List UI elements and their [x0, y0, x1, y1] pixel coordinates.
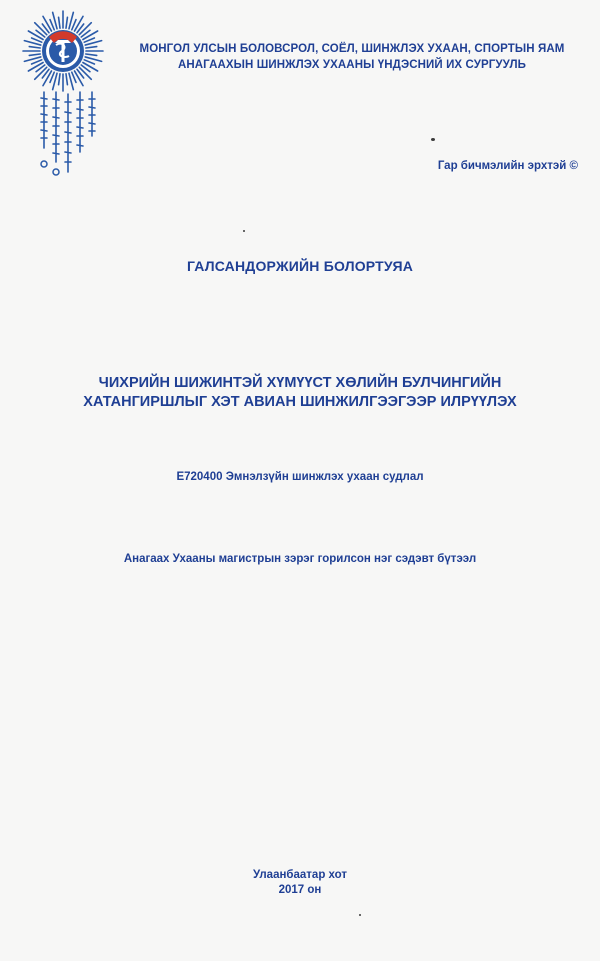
emblem-ray [86, 47, 97, 48]
ministry-line-1: МОНГОЛ УЛСЫН БОЛОВСРОЛ, СОЁЛ, ШИНЖЛЭХ УХААН, СПОРТЫН ЯАМ [139, 43, 565, 55]
author-name: ГАЛСАНДОРЖИЙН БОЛОРТУЯА [186, 258, 414, 274]
emblem-ray [66, 17, 67, 28]
city-name: Улаанбаатар хот [252, 869, 348, 881]
ministry-heading [112, 41, 592, 73]
emblem-ray [28, 63, 43, 72]
emblem-ray [43, 71, 52, 86]
university-name: АНАГААХЫН ШИНЖЛЭХ УХААНЫ ҮНДЭСНИЙ ИХ СУРГУУЛЬ [177, 59, 527, 71]
university-emblem-icon [22, 10, 104, 92]
year: 2017 он [278, 884, 322, 896]
mongolian-script-logo-icon [30, 90, 110, 180]
scan-speck [243, 230, 245, 232]
emblem-ray [83, 31, 98, 40]
emblem-ray [28, 31, 43, 40]
emblem-ray [59, 74, 60, 85]
emblem-ray [43, 16, 52, 31]
copyright-note: Гар бичмэлийн эрхтэй © [437, 160, 578, 172]
thesis-title [0, 374, 600, 412]
emblem-ray [66, 74, 67, 85]
emblem-ray [29, 54, 40, 55]
scan-speck [359, 914, 361, 916]
emblem-ray [75, 16, 84, 31]
emblem-ray [86, 54, 97, 55]
degree-statement: Анагаах Ухааны магистрын зэрэг горилсон нэг сэдэвт бүтээл [123, 553, 477, 565]
emblem-ray [83, 63, 98, 72]
specialty-code: Е720400 Эмнэлзүйн шинжлэх ухаан судлал [176, 471, 424, 483]
thesis-title-line-1: ЧИХРИЙН ШИЖИНТЭЙ ХҮМҮҮСТ ХӨЛИЙН БУЛЧИНГИЙН [98, 375, 502, 391]
emblem-ray [75, 71, 84, 86]
scan-speck [431, 138, 435, 141]
emblem-ray [59, 17, 60, 28]
thesis-title-line-2: ХАТАНГИРШЛЫГ ХЭТ АВИАН ШИНЖИЛГЭЭГЭЭР ИЛРҮҮЛЭХ [83, 394, 517, 410]
emblem-ray [29, 47, 40, 48]
place-and-year [0, 868, 600, 898]
